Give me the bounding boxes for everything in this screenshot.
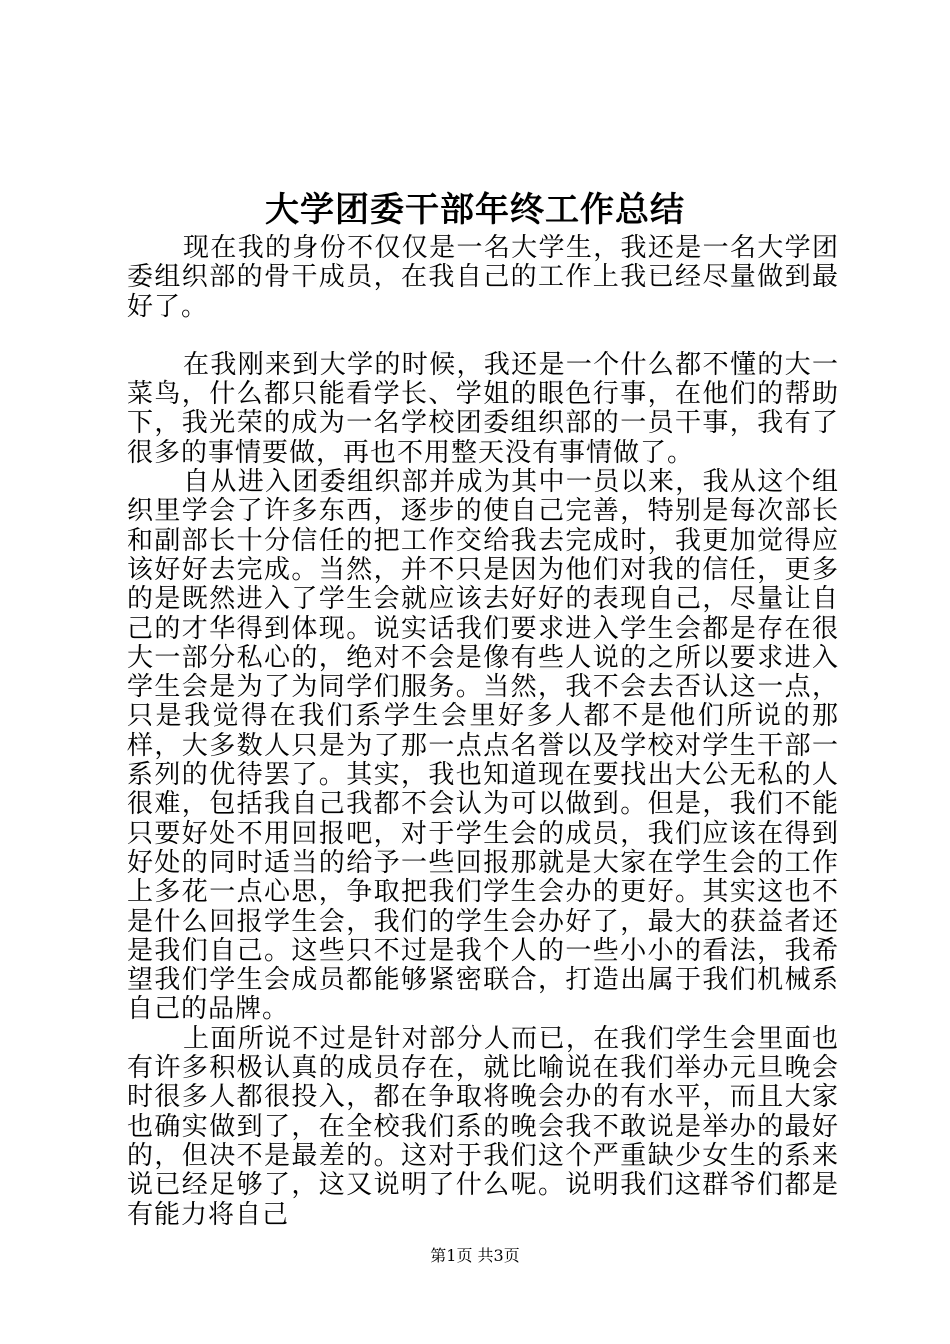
document-title: 大学团委干部年终工作总结 <box>265 190 685 230</box>
paragraph-1: 现在我的身份不仅仅是一名大学生，我还是一名大学团委组织部的骨干成员，在我自己的工作上我已经尽量做到最好了。 <box>127 233 839 322</box>
paragraph-spacer <box>127 322 839 351</box>
page-number-footer: 第1页 共3页 <box>430 1246 520 1265</box>
paragraph-4: 上面所说不过是针对部分人而已，在我们学生会里面也有许多积极认真的成员存在，就比喻说在我们举办元旦晚会时很多人都很投入，都在争取将晚会办的有水平，而且大家也确实做到了，在全校我们系的晚会我不敢说是举办的最好的，但决不是最差的。这对于我们这个严重缺少女生的系来说已经足够了，这又说明了什么呢。说明我们这群爷们都是有能力将自己 <box>127 1023 839 1230</box>
document-body <box>127 234 839 1230</box>
paragraph-2: 在我刚来到大学的时候，我还是一个什么都不懂的大一菜鸟，什么都只能看学长、学姐的眼色行事，在他们的帮助下，我光荣的成为一名学校团委组织部的一员干事，我有了很多的事情要做，再也不用整天没有事情做了。 <box>127 349 839 468</box>
paragraph-3: 自从进入团委组织部并成为其中一员以来，我从这个组织里学会了许多东西，逐步的使自己完善，特别是每次部长和副部长十分信任的把工作交给我去完成时，我更加觉得应该好好去完成。当然，并不只是因为他们对我的信任，更多的是既然进入了学生会就应该去好好的表现自己，尽量让自己的才华得到体现。说实话我们要求进入学生会都是存在很大一部分私心的，绝对不会是像有些人说的之所以要求进入学生会是为了为同学们服务。当然，我不会去否认这一点，只是我觉得在我们系学生会里好多人都不是他们所说的那样，大多数人只是为了那一点点名誉以及学校对学生干部一系列的优待罢了。其实，我也知道现在要找出大公无私的人很难，包括我自己我都不会认为可以做到。但是，我们不能只要好处不用回报吧，对于学生会的成员，我们应该在得到好处的同时适当的给予一些回报那就是大家在学生会的工作上多花一点心思，争取把我们学生会办的更好。其实这也不是什么回报学生会，我们的学生会办好了，最大的获益者还是我们自己。这些只不过是我个人的一些小小的看法，我希望我们学生会成员都能够紧密联合，打造出属于我们机械系自己的品牌。 <box>127 467 839 1025</box>
